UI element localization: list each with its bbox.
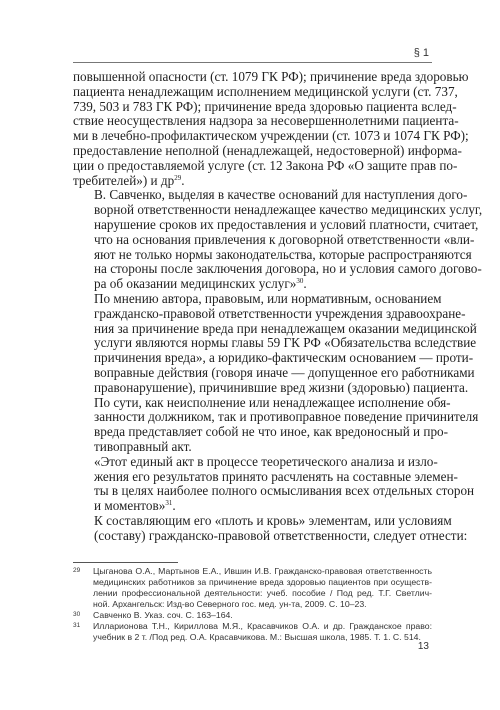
- text-line: на стороны после заключения договора, но и условия самого догово-: [94, 261, 482, 277]
- text-line-content: ра об оказании медицинских услуг»: [94, 276, 297, 292]
- footnote: [73, 610, 432, 621]
- punctuation: .: [181, 172, 185, 188]
- paragraph-5: [73, 453, 475, 514]
- footnote-number: 30: [73, 611, 81, 618]
- text-line: услуги являются нормы главы 59 ГК РФ «Обязательства вследствие: [94, 335, 477, 351]
- text-line: По мнению автора, правовым, или нормативным, основанием: [94, 290, 442, 306]
- text-line: гражданско-правовой ответственности учреждения здравоохране-: [94, 305, 466, 321]
- footnote: [73, 566, 432, 610]
- footnote-line: ной. Архангельск: Изд-во Северного гос. мед. ун-та, 2009. С. 10–23.: [93, 599, 367, 609]
- footnote-line: Илларионова Т.Н., Кириллова М.Я., Красавчиков О.А. и др. Гражданское право:: [93, 621, 432, 631]
- text-line: причинения вреда», а юридико-фактическим основанием — проти-: [94, 350, 474, 366]
- text-line: предоставление неполной (ненадлежащей, недостоверной) информа-: [73, 142, 462, 158]
- footnote-line: медицинских работников за причинение вреда здоровью пациентов при осуществ-: [93, 577, 432, 587]
- text-line: занности должником, так и противоправное поведение причинителя: [94, 409, 479, 425]
- text-line: [73, 174, 432, 189]
- punctuation: .: [303, 276, 307, 292]
- text-line: тивоправный акт.: [94, 438, 192, 454]
- text-line: правонарушение), причинившие вред жизни (здоровью) пациента.: [94, 379, 469, 395]
- footnote-ref: 31: [165, 499, 173, 508]
- text-line: ворной ответственности ненадлежащее качество медицинских услуг,: [94, 202, 483, 218]
- paragraph-3: [73, 290, 477, 396]
- body-text: [73, 69, 483, 544]
- text-line: ции о предоставляемой услуге (ст. 12 Закона РФ «О защите прав по-: [73, 157, 458, 173]
- footnote: [73, 621, 432, 643]
- paragraph-2: [73, 187, 483, 292]
- footnote-text: [93, 566, 432, 610]
- footnote-number: 31: [73, 622, 81, 629]
- footnotes: [73, 566, 432, 643]
- page-number: 13: [417, 641, 429, 652]
- text-line: нарушение сроков их предоставления и условий платности, считает,: [94, 216, 479, 232]
- header-rule: [73, 62, 432, 63]
- text-line: [73, 277, 432, 292]
- footnote-line: Савченко В. Указ. соч. С. 163–164.: [93, 610, 233, 620]
- text-line: (составу) гражданско-правовой ответственности, следует отнести:: [94, 527, 468, 543]
- text-line: ты в целях наиболее полного осмысливания всех отдельных сторон: [94, 483, 475, 499]
- punctuation: .: [172, 498, 176, 514]
- footnote-rule: [73, 562, 178, 563]
- paragraph-4: [73, 394, 479, 455]
- footnote-ref: 30: [296, 277, 304, 286]
- footnote-ref: 29: [174, 173, 182, 182]
- text-line: К составляющим его «плоть и кровь» элементам, или условиям: [94, 512, 452, 528]
- section-mark: § 1: [413, 47, 429, 59]
- footnote-number: 29: [73, 567, 81, 574]
- text-line: ствие неосуществления надзора за несовершеннолетними пациента-: [73, 113, 459, 129]
- text-line: 739, 503 и 783 ГК РФ); причинение вреда здоровью пациента вслед-: [73, 98, 457, 114]
- footnote-text: [93, 621, 432, 643]
- text-line: воправные действия (говоря иначе — допущенное его работниками: [94, 364, 475, 380]
- text-line: повышенной опасности (ст. 1079 ГК РФ); причинение вреда здоровью: [73, 69, 469, 84]
- text-line: жения его результатов принято расчленять на составные элемен-: [94, 468, 458, 484]
- text-line: По сути, как неисполнение или ненадлежащее исполнение обя-: [94, 394, 451, 410]
- text-line: пациента ненадлежащим исполнением медицинской услуги (ст. 737,: [73, 83, 458, 99]
- text-line: ми в лечебно-профилактическом учреждении (ст. 1073 и 1074 ГК РФ);: [73, 128, 469, 144]
- text-line: [73, 499, 432, 514]
- text-line-content: и моментов»: [94, 498, 166, 514]
- text-line: ния за причинение вреда при ненадлежащем оказании медицинской: [94, 320, 477, 336]
- text-line: что на основания привлечения к договорной ответственности «вли-: [94, 231, 475, 247]
- paragraph-6: [73, 512, 468, 544]
- footnote-text: [93, 610, 432, 621]
- footnote-line: учебник в 2 т. /Под ред. О.А. Красавчикова. М.: Высшая школа, 1985. Т. 1. С. 514.: [93, 632, 421, 642]
- text-line: яют не только нормы законодательства, которые распространяются: [94, 246, 472, 262]
- text-line: В. Савченко, выделяя в качестве оснований для наступления дого-: [94, 187, 468, 203]
- footnote-line: лении профессиональной деятельности: учеб. пособие / Под ред. Т.Г. Светлич-: [93, 588, 432, 598]
- paragraph-1: [73, 69, 469, 188]
- text-line-content: требителей») и др: [73, 172, 175, 188]
- footnote-line: Цыганова О.А., Мартынов Е.А., Ившин И.В. Гражданско-правовая ответственность: [93, 566, 432, 576]
- text-line: вреда представляет собой не что иное, как вредоносный и про-: [94, 424, 449, 440]
- text-line: «Этот единый акт в процессе теоретического анализа и изло-: [94, 453, 438, 469]
